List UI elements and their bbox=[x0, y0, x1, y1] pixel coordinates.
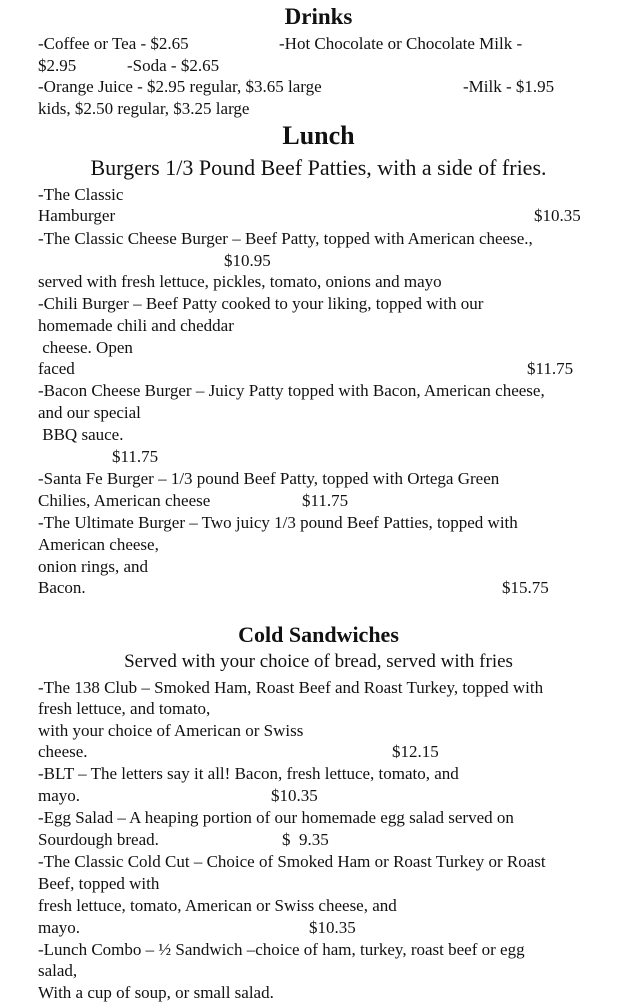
menu-line: cheese. Open bbox=[38, 338, 133, 357]
menu-line: onion rings, and bbox=[38, 557, 149, 576]
menu-line: Bacon. bbox=[38, 578, 86, 597]
menu-line: -Lunch Combo – ½ Sandwich –choice of ham, turkey, roast beef or egg bbox=[38, 940, 525, 959]
menu-line: fresh lettuce, and tomato, bbox=[38, 699, 211, 718]
price: $15.75 bbox=[502, 578, 549, 597]
menu-line: With a cup of soup, or small salad. bbox=[38, 983, 274, 1002]
menu-line: American cheese, bbox=[38, 535, 159, 554]
menu-line: Sourdough bread. bbox=[38, 830, 159, 849]
menu-line: and our special bbox=[38, 403, 141, 422]
menu-line: Beef, topped with bbox=[38, 874, 160, 893]
menu-line: faced bbox=[38, 359, 75, 378]
price: $11.75 bbox=[527, 359, 574, 378]
menu-line: mayo. bbox=[38, 918, 81, 937]
menu-line: BBQ sauce. bbox=[38, 425, 124, 444]
price: $ 9.35 bbox=[282, 830, 329, 849]
menu-line: Chilies, American cheese bbox=[38, 491, 211, 510]
menu-line: with your choice of American or Swiss bbox=[38, 721, 304, 740]
price: $10.35 bbox=[534, 206, 581, 225]
menu-line: -Santa Fe Burger – 1/3 pound Beef Patty, topped with Ortega Green bbox=[38, 469, 500, 488]
lunch-heading: Lunch bbox=[282, 121, 355, 150]
menu-line: mayo. bbox=[38, 786, 81, 805]
menu-line: -The Classic Cheese Burger – Beef Patty, topped with American cheese., bbox=[38, 229, 533, 248]
price: $10.35 bbox=[309, 918, 356, 937]
burgers-subheading: Burgers 1/3 Pound Beef Patties, with a side of fries. bbox=[90, 155, 547, 180]
drink-kids-prices: kids, $2.50 regular, $3.25 large bbox=[38, 99, 250, 118]
menu-line: -The Ultimate Burger – Two juicy 1/3 pound Beef Patties, topped with bbox=[38, 513, 518, 532]
price: $11.75 bbox=[112, 447, 159, 466]
drink-coffee-tea: -Coffee or Tea - $2.65 bbox=[38, 34, 189, 53]
drink-hot-chocolate: -Hot Chocolate or Chocolate Milk - bbox=[279, 34, 523, 53]
drink-soda: -Soda - $2.65 bbox=[127, 56, 220, 75]
menu-line: -Chili Burger – Beef Patty cooked to your liking, topped with our bbox=[38, 294, 484, 313]
menu-line: -Egg Salad – A heaping portion of our homemade egg salad served on bbox=[38, 808, 514, 827]
menu-line: homemade chili and cheddar bbox=[38, 316, 234, 335]
drink-orange-juice: -Orange Juice - $2.95 regular, $3.65 large bbox=[38, 77, 322, 96]
menu-line: -The 138 Club – Smoked Ham, Roast Beef and Roast Turkey, topped with bbox=[38, 678, 544, 697]
menu-line: salad, bbox=[38, 961, 78, 980]
menu-line: -The Classic Cold Cut – Choice of Smoked Ham or Roast Turkey or Roast bbox=[38, 852, 546, 871]
drinks-heading: Drinks bbox=[284, 4, 353, 29]
menu-line: Hamburger bbox=[38, 206, 116, 225]
price: $12.15 bbox=[392, 742, 439, 761]
menu-line: -Bacon Cheese Burger – Juicy Patty topped with Bacon, American cheese, bbox=[38, 381, 545, 400]
menu-line: fresh lettuce, tomato, American or Swiss cheese, and bbox=[38, 896, 397, 915]
menu-line: cheese. bbox=[38, 742, 88, 761]
drink-milk: -Milk - $1.95 bbox=[463, 77, 555, 96]
price: $10.35 bbox=[271, 786, 318, 805]
price: $10.95 bbox=[224, 251, 271, 270]
cold-sandwiches-heading: Cold Sandwiches bbox=[238, 622, 399, 647]
menu-line: -The Classic bbox=[38, 185, 124, 204]
menu-line: -BLT – The letters say it all! Bacon, fresh lettuce, tomato, and bbox=[38, 764, 459, 783]
menu-line: served with fresh lettuce, pickles, tomato, onions and mayo bbox=[38, 272, 442, 291]
cold-sandwiches-subheading: Served with your choice of bread, served with fries bbox=[124, 651, 513, 672]
price: $11.75 bbox=[302, 491, 349, 510]
drink-hot-chocolate-price: $2.95 bbox=[38, 56, 77, 75]
